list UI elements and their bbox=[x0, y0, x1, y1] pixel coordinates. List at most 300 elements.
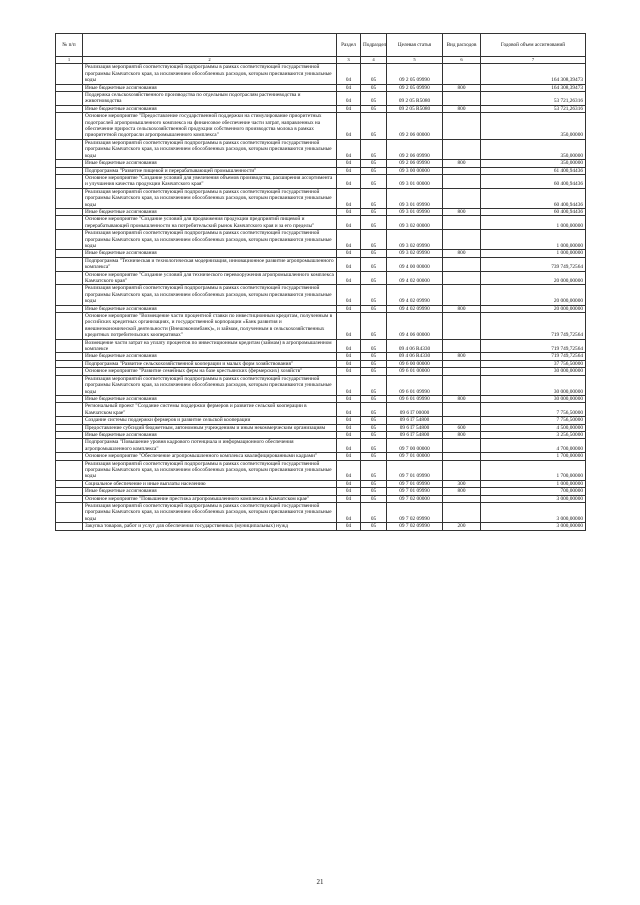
cell-subsection: 05 bbox=[361, 271, 387, 285]
cell-expense-type bbox=[443, 188, 481, 208]
cell-subsection: 05 bbox=[361, 174, 387, 188]
table-row bbox=[56, 285, 586, 305]
cell-section: 04 bbox=[337, 417, 361, 424]
table-row bbox=[56, 424, 586, 431]
cell-number bbox=[56, 453, 83, 460]
cell-expense-type: 300 bbox=[443, 480, 481, 487]
table-body bbox=[56, 64, 586, 530]
table-row bbox=[56, 439, 586, 453]
cell-name: Подпрограмма "Повышение уровня кадрового потенциала и информационного обеспечения агропромышленного комплекса" bbox=[83, 439, 337, 453]
cell-target-article: 09 2 05 09990 bbox=[387, 84, 443, 91]
table-row bbox=[56, 271, 586, 285]
cell-target-article: 09 6 I7 54800 bbox=[387, 424, 443, 431]
cell-expense-type bbox=[443, 230, 481, 250]
cell-amount: 350,00000 bbox=[481, 160, 586, 167]
cell-target-article: 09 7 00 00000 bbox=[387, 439, 443, 453]
cell-name: Реализация мероприятий соответствующей подпрограммы в рамках соответствующей государственной программы Камчатского края, за исключением обособленных расходов, которым присваиваются уникальные коды bbox=[83, 460, 337, 480]
cell-target-article: 09 3 01 00000 bbox=[387, 174, 443, 188]
cell-expense-type bbox=[443, 64, 481, 84]
cell-subsection: 05 bbox=[361, 375, 387, 395]
cell-amount: 7 756,50000 bbox=[481, 417, 586, 424]
cell-name: Иные бюджетные ассигнования bbox=[83, 488, 337, 495]
cell-section: 04 bbox=[337, 339, 361, 353]
cell-number bbox=[56, 139, 83, 159]
cell-amount: 60 400,94436 bbox=[481, 188, 586, 208]
cell-target-article: 09 4 02 09990 bbox=[387, 285, 443, 305]
table-row bbox=[56, 105, 586, 112]
cell-amount: 719 749,72564 bbox=[481, 313, 586, 340]
cell-section: 04 bbox=[337, 105, 361, 112]
cell-section: 04 bbox=[337, 460, 361, 480]
table-row bbox=[56, 523, 586, 530]
cell-section: 04 bbox=[337, 216, 361, 230]
cell-number bbox=[56, 368, 83, 375]
table-row bbox=[56, 64, 586, 84]
cell-name: Поддержка сельскохозяйственного производства по отдельным подотраслям растениеводства и животноводства bbox=[83, 92, 337, 106]
cell-expense-type: 800 bbox=[443, 208, 481, 215]
table-row bbox=[56, 92, 586, 106]
column-number: 5 bbox=[387, 57, 443, 64]
cell-number bbox=[56, 339, 83, 353]
cell-expense-type: 800 bbox=[443, 305, 481, 312]
cell-number bbox=[56, 105, 83, 112]
cell-number bbox=[56, 174, 83, 188]
cell-amount: 53 721,26316 bbox=[481, 92, 586, 106]
cell-target-article: 09 7 01 09990 bbox=[387, 480, 443, 487]
cell-section: 04 bbox=[337, 208, 361, 215]
cell-target-article: 09 7 01 09990 bbox=[387, 460, 443, 480]
table-row bbox=[56, 453, 586, 460]
table-row bbox=[56, 353, 586, 360]
table-row bbox=[56, 460, 586, 480]
cell-section: 04 bbox=[337, 64, 361, 84]
cell-amount: 53 721,26316 bbox=[481, 105, 586, 112]
cell-subsection: 05 bbox=[361, 360, 387, 367]
table-row bbox=[56, 360, 586, 367]
cell-subsection: 05 bbox=[361, 92, 387, 106]
cell-target-article: 09 4 02 00000 bbox=[387, 271, 443, 285]
page-number: 21 bbox=[316, 878, 324, 886]
cell-target-article: 09 6 00 00000 bbox=[387, 360, 443, 367]
cell-expense-type bbox=[443, 139, 481, 159]
cell-name: Региональный проект "Создание системы поддержки фермеров и развитие сельской кооперации в Камчатском крае" bbox=[83, 403, 337, 417]
cell-section: 04 bbox=[337, 84, 361, 91]
cell-subsection: 05 bbox=[361, 113, 387, 140]
table-row bbox=[56, 250, 586, 257]
cell-expense-type bbox=[443, 403, 481, 417]
cell-section: 04 bbox=[337, 250, 361, 257]
cell-target-article: 09 3 00 00000 bbox=[387, 167, 443, 174]
cell-section: 04 bbox=[337, 523, 361, 530]
cell-expense-type: 800 bbox=[443, 353, 481, 360]
cell-number bbox=[56, 417, 83, 424]
cell-name: Основное мероприятие "Возмещение части процентной ставки по инвестиционным кредитам, полученным в российских кредитных организациях, и государственной корпорации «Банк развития и внешнеэкономической деятельности (Внешэкономбанк)», и займам, полученным в сельскохозяйственных кредитных потребительских кооперативах" bbox=[83, 313, 337, 340]
cell-expense-type bbox=[443, 313, 481, 340]
cell-subsection: 05 bbox=[361, 523, 387, 530]
cell-name: Иные бюджетные ассигнования bbox=[83, 353, 337, 360]
cell-name: Иные бюджетные ассигнования bbox=[83, 305, 337, 312]
cell-subsection: 05 bbox=[361, 167, 387, 174]
cell-target-article: 09 6 I7 54800 bbox=[387, 431, 443, 438]
cell-target-article: 09 7 02 09990 bbox=[387, 523, 443, 530]
cell-name: Основное мероприятие "Создание условий для технического перевооружения агропромышленного комплекса Камчатского края" bbox=[83, 271, 337, 285]
cell-number bbox=[56, 188, 83, 208]
table-row bbox=[56, 305, 586, 312]
cell-amount: 20 000,00000 bbox=[481, 271, 586, 285]
cell-number bbox=[56, 250, 83, 257]
cell-amount: 1 000,00000 bbox=[481, 230, 586, 250]
cell-subsection: 05 bbox=[361, 160, 387, 167]
cell-name: Основное мероприятие "Обеспечение агропромышленного комплекса квалифицированными кадрами" bbox=[83, 453, 337, 460]
table-row bbox=[56, 188, 586, 208]
column-number: 6 bbox=[443, 57, 481, 64]
cell-section: 04 bbox=[337, 495, 361, 502]
cell-amount: 3 000,00000 bbox=[481, 495, 586, 502]
cell-expense-type: 800 bbox=[443, 488, 481, 495]
cell-amount: 4 500,00000 bbox=[481, 424, 586, 431]
cell-number bbox=[56, 495, 83, 502]
cell-subsection: 05 bbox=[361, 480, 387, 487]
cell-section: 04 bbox=[337, 353, 361, 360]
cell-section: 04 bbox=[337, 230, 361, 250]
column-number: 2 bbox=[83, 57, 337, 64]
cell-target-article: 09 3 02 09990 bbox=[387, 250, 443, 257]
cell-amount: 719 749,72564 bbox=[481, 339, 586, 353]
cell-name: Подпрограмма "Развитие пищевой и перерабатывающей промышленности" bbox=[83, 167, 337, 174]
cell-target-article: 09 4 06 R4330 bbox=[387, 353, 443, 360]
cell-target-article: 09 7 02 00000 bbox=[387, 495, 443, 502]
cell-amount: 7 756,50000 bbox=[481, 403, 586, 417]
table-row bbox=[56, 230, 586, 250]
cell-name: Основное мероприятие "Создание условий для увеличения объемов производства, расширения ассортимента и улучшения качества продукции Камчатского края" bbox=[83, 174, 337, 188]
cell-subsection: 05 bbox=[361, 313, 387, 340]
cell-name: Иные бюджетные ассигнования bbox=[83, 431, 337, 438]
cell-subsection: 05 bbox=[361, 395, 387, 402]
cell-number bbox=[56, 305, 83, 312]
cell-name: Создание системы поддержки фермеров и развитие сельской кооперации bbox=[83, 417, 337, 424]
cell-section: 04 bbox=[337, 271, 361, 285]
cell-section: 04 bbox=[337, 305, 361, 312]
cell-expense-type: 800 bbox=[443, 250, 481, 257]
cell-name: Основное мероприятие "Предоставление государственной поддержки на стимулирование приоритетных подотраслей агропромышленного комплекса на финансовое обеспечение части затрат, направленных на обеспечение прироста сельскохозяйственной продукции собственного производства молока в рамках приоритетной подотрасли агропромышленного комплекса" bbox=[83, 113, 337, 140]
cell-subsection: 05 bbox=[361, 460, 387, 480]
cell-number bbox=[56, 375, 83, 395]
cell-subsection: 05 bbox=[361, 64, 387, 84]
cell-number bbox=[56, 208, 83, 215]
cell-subsection: 05 bbox=[361, 139, 387, 159]
cell-subsection: 05 bbox=[361, 257, 387, 271]
table-row bbox=[56, 167, 586, 174]
cell-expense-type: 800 bbox=[443, 431, 481, 438]
cell-section: 04 bbox=[337, 257, 361, 271]
cell-target-article: 09 7 01 09990 bbox=[387, 488, 443, 495]
cell-subsection: 05 bbox=[361, 424, 387, 431]
cell-amount: 3 000,00000 bbox=[481, 503, 586, 523]
cell-number bbox=[56, 395, 83, 402]
cell-subsection: 05 bbox=[361, 339, 387, 353]
cell-section: 04 bbox=[337, 395, 361, 402]
cell-name: Реализация мероприятий соответствующей подпрограммы в рамках соответствующей государственной программы Камчатского края, за исключением обособленных расходов, которым присваиваются уникальные коды bbox=[83, 139, 337, 159]
cell-expense-type bbox=[443, 453, 481, 460]
cell-target-article: 09 6 I7 54800 bbox=[387, 417, 443, 424]
cell-subsection: 05 bbox=[361, 439, 387, 453]
cell-amount: 719 749,72564 bbox=[481, 353, 586, 360]
cell-target-article: 09 2 06 09990 bbox=[387, 160, 443, 167]
table-row bbox=[56, 208, 586, 215]
cell-subsection: 05 bbox=[361, 503, 387, 523]
cell-subsection: 05 bbox=[361, 285, 387, 305]
cell-name: Социальное обеспечение и иные выплаты населению bbox=[83, 480, 337, 487]
cell-subsection: 05 bbox=[361, 403, 387, 417]
cell-expense-type: 800 bbox=[443, 84, 481, 91]
cell-expense-type bbox=[443, 167, 481, 174]
table-row bbox=[56, 395, 586, 402]
column-number-row bbox=[56, 57, 586, 64]
cell-subsection: 05 bbox=[361, 417, 387, 424]
column-number: 3 bbox=[337, 57, 361, 64]
cell-name: Иные бюджетные ассигнования bbox=[83, 395, 337, 402]
header-expense-type: Вид расходов bbox=[443, 34, 481, 57]
cell-expense-type bbox=[443, 417, 481, 424]
cell-target-article: 09 2 06 09990 bbox=[387, 139, 443, 159]
cell-subsection: 05 bbox=[361, 250, 387, 257]
cell-expense-type bbox=[443, 339, 481, 353]
cell-amount: 350,00000 bbox=[481, 113, 586, 140]
cell-name: Основное мероприятие "Создание условий для продвижения продукции предприятий пищевой и перерабатывающей промышленности на потребительский рынок Камчатского края и за его пределы" bbox=[83, 216, 337, 230]
cell-amount: 60 400,94436 bbox=[481, 208, 586, 215]
cell-expense-type: 800 bbox=[443, 105, 481, 112]
cell-target-article: 09 6 01 09990 bbox=[387, 395, 443, 402]
cell-amount: 30 000,00000 bbox=[481, 368, 586, 375]
cell-amount: 37 756,50000 bbox=[481, 360, 586, 367]
cell-number bbox=[56, 160, 83, 167]
cell-target-article: 09 3 01 09990 bbox=[387, 188, 443, 208]
cell-expense-type: 600 bbox=[443, 424, 481, 431]
cell-number bbox=[56, 84, 83, 91]
table-row bbox=[56, 417, 586, 424]
cell-amount: 1 000,00000 bbox=[481, 216, 586, 230]
cell-section: 04 bbox=[337, 503, 361, 523]
cell-section: 04 bbox=[337, 313, 361, 340]
cell-amount: 30 000,00000 bbox=[481, 375, 586, 395]
cell-target-article: 09 4 06 R4330 bbox=[387, 339, 443, 353]
cell-subsection: 05 bbox=[361, 216, 387, 230]
cell-name: Реализация мероприятий соответствующей подпрограммы в рамках соответствующей государственной программы Камчатского края, за исключением обособленных расходов, которым присваиваются уникальные коды bbox=[83, 230, 337, 250]
cell-amount: 739 749,72564 bbox=[481, 257, 586, 271]
cell-expense-type: 800 bbox=[443, 395, 481, 402]
cell-section: 04 bbox=[337, 453, 361, 460]
cell-number bbox=[56, 271, 83, 285]
cell-section: 04 bbox=[337, 167, 361, 174]
cell-number bbox=[56, 353, 83, 360]
table-row bbox=[56, 375, 586, 395]
cell-target-article: 09 4 02 09990 bbox=[387, 305, 443, 312]
cell-target-article: 09 7 01 00000 bbox=[387, 453, 443, 460]
cell-expense-type bbox=[443, 375, 481, 395]
cell-number bbox=[56, 439, 83, 453]
cell-section: 04 bbox=[337, 431, 361, 438]
cell-name: Возмещение части затрат на уплату процентов по инвестиционным кредитам (займам) в агропромышленном комплексе bbox=[83, 339, 337, 353]
cell-section: 04 bbox=[337, 139, 361, 159]
cell-target-article: 09 4 06 00000 bbox=[387, 313, 443, 340]
column-number: 7 bbox=[481, 57, 586, 64]
cell-name: Подпрограмма "Техническая и технологическая модернизация, инновационное развитие агропромышленного комплекса" bbox=[83, 257, 337, 271]
cell-subsection: 05 bbox=[361, 431, 387, 438]
cell-name: Реализация мероприятий соответствующей подпрограммы в рамках соответствующей государственной программы Камчатского края, за исключением обособленных расходов, которым присваиваются уникальные коды bbox=[83, 64, 337, 84]
header-subsection: Подраздел bbox=[361, 34, 387, 57]
cell-subsection: 05 bbox=[361, 495, 387, 502]
cell-target-article: 09 2 05 09990 bbox=[387, 64, 443, 84]
cell-section: 04 bbox=[337, 92, 361, 106]
cell-number bbox=[56, 523, 83, 530]
cell-number bbox=[56, 488, 83, 495]
cell-section: 04 bbox=[337, 160, 361, 167]
cell-subsection: 05 bbox=[361, 84, 387, 91]
cell-name: Основное мероприятие "Повышение престижа агропромышленного комплекса в Камчатском крае" bbox=[83, 495, 337, 502]
cell-section: 04 bbox=[337, 285, 361, 305]
cell-name: Иные бюджетные ассигнования bbox=[83, 208, 337, 215]
cell-section: 04 bbox=[337, 368, 361, 375]
table-row bbox=[56, 113, 586, 140]
cell-target-article: 09 2 06 00000 bbox=[387, 113, 443, 140]
cell-number bbox=[56, 64, 83, 84]
cell-target-article: 09 2 05 R5080 bbox=[387, 92, 443, 106]
cell-expense-type bbox=[443, 360, 481, 367]
cell-amount: 60 400,94436 bbox=[481, 174, 586, 188]
cell-section: 04 bbox=[337, 174, 361, 188]
cell-amount: 20 000,00000 bbox=[481, 305, 586, 312]
cell-expense-type bbox=[443, 285, 481, 305]
cell-amount: 1 700,00000 bbox=[481, 460, 586, 480]
table-row bbox=[56, 368, 586, 375]
cell-subsection: 05 bbox=[361, 305, 387, 312]
cell-name: Подпрограмма "Развитие сельскохозяйственной кооперации и малых форм хозяйствования" bbox=[83, 360, 337, 367]
cell-number bbox=[56, 257, 83, 271]
cell-name: Иные бюджетные ассигнования bbox=[83, 160, 337, 167]
cell-name: Предоставление субсидий бюджетным, автономным учреждениям и иным некоммерческим организациям bbox=[83, 424, 337, 431]
cell-section: 04 bbox=[337, 488, 361, 495]
cell-amount: 1 000,00000 bbox=[481, 480, 586, 487]
table-row bbox=[56, 174, 586, 188]
table-row bbox=[56, 216, 586, 230]
cell-subsection: 05 bbox=[361, 453, 387, 460]
table-row bbox=[56, 431, 586, 438]
cell-number bbox=[56, 403, 83, 417]
cell-number bbox=[56, 216, 83, 230]
cell-name: Иные бюджетные ассигнования bbox=[83, 250, 337, 257]
cell-amount: 61 400,94436 bbox=[481, 167, 586, 174]
cell-subsection: 05 bbox=[361, 368, 387, 375]
cell-name: Иные бюджетные ассигнования bbox=[83, 84, 337, 91]
table-header-row bbox=[56, 34, 586, 57]
table-row bbox=[56, 503, 586, 523]
cell-name: Закупка товаров, работ и услуг для обеспечения государственных (муниципальных) нужд bbox=[83, 523, 337, 530]
cell-subsection: 05 bbox=[361, 208, 387, 215]
cell-subsection: 05 bbox=[361, 105, 387, 112]
header-target-article: Целевая статья bbox=[387, 34, 443, 57]
cell-name: Реализация мероприятий соответствующей подпрограммы в рамках соответствующей государственной программы Камчатского края, за исключением обособленных расходов, которым присваиваются уникальные коды bbox=[83, 375, 337, 395]
header-section: Раздел bbox=[337, 34, 361, 57]
cell-number bbox=[56, 431, 83, 438]
table-row bbox=[56, 495, 586, 502]
cell-target-article: 09 6 01 09990 bbox=[387, 375, 443, 395]
cell-expense-type bbox=[443, 216, 481, 230]
cell-expense-type bbox=[443, 368, 481, 375]
cell-amount: 350,00000 bbox=[481, 139, 586, 159]
cell-section: 04 bbox=[337, 188, 361, 208]
header-number: № п/п bbox=[56, 34, 83, 57]
cell-amount: 3 000,00000 bbox=[481, 523, 586, 530]
cell-amount: 164 308,39473 bbox=[481, 64, 586, 84]
cell-number bbox=[56, 230, 83, 250]
cell-number bbox=[56, 424, 83, 431]
cell-subsection: 05 bbox=[361, 188, 387, 208]
cell-name: Основное мероприятие "Развитие семейных ферм на базе крестьянских (фермерских) хозяйств" bbox=[83, 368, 337, 375]
cell-amount: 1 700,00000 bbox=[481, 453, 586, 460]
cell-amount: 20 000,00000 bbox=[481, 285, 586, 305]
cell-name: Реализация мероприятий соответствующей подпрограммы в рамках соответствующей государственной программы Камчатского края, за исключением обособленных расходов, которым присваиваются уникальные коды bbox=[83, 503, 337, 523]
cell-amount: 1 000,00000 bbox=[481, 250, 586, 257]
table-row bbox=[56, 257, 586, 271]
cell-expense-type bbox=[443, 503, 481, 523]
cell-subsection: 05 bbox=[361, 353, 387, 360]
cell-expense-type bbox=[443, 460, 481, 480]
cell-expense-type bbox=[443, 439, 481, 453]
cell-target-article: 09 2 05 R5080 bbox=[387, 105, 443, 112]
cell-expense-type bbox=[443, 495, 481, 502]
cell-number bbox=[56, 460, 83, 480]
cell-amount: 30 000,00000 bbox=[481, 395, 586, 402]
cell-expense-type bbox=[443, 257, 481, 271]
cell-amount: 164 308,39473 bbox=[481, 84, 586, 91]
cell-section: 04 bbox=[337, 480, 361, 487]
column-number: 4 bbox=[361, 57, 387, 64]
cell-expense-type bbox=[443, 271, 481, 285]
cell-amount: 3 256,50000 bbox=[481, 431, 586, 438]
cell-expense-type: 800 bbox=[443, 160, 481, 167]
cell-number bbox=[56, 480, 83, 487]
table-row bbox=[56, 84, 586, 91]
cell-target-article: 09 3 02 00000 bbox=[387, 216, 443, 230]
table-row bbox=[56, 139, 586, 159]
cell-expense-type bbox=[443, 174, 481, 188]
cell-amount: 4 700,00000 bbox=[481, 439, 586, 453]
cell-target-article: 09 3 01 09990 bbox=[387, 208, 443, 215]
cell-expense-type bbox=[443, 113, 481, 140]
table-row bbox=[56, 339, 586, 353]
cell-section: 04 bbox=[337, 424, 361, 431]
cell-number bbox=[56, 113, 83, 140]
budget-table bbox=[55, 33, 586, 531]
cell-subsection: 05 bbox=[361, 230, 387, 250]
cell-number bbox=[56, 167, 83, 174]
cell-expense-type bbox=[443, 92, 481, 106]
cell-name: Иные бюджетные ассигнования bbox=[83, 105, 337, 112]
cell-subsection: 05 bbox=[361, 488, 387, 495]
cell-amount: 700,00000 bbox=[481, 488, 586, 495]
cell-name: Реализация мероприятий соответствующей подпрограммы в рамках соответствующей государственной программы Камчатского края, за исключением обособленных расходов, которым присваиваются уникальные коды bbox=[83, 285, 337, 305]
cell-section: 04 bbox=[337, 375, 361, 395]
table-row bbox=[56, 403, 586, 417]
table-row bbox=[56, 488, 586, 495]
cell-number bbox=[56, 360, 83, 367]
table-row bbox=[56, 313, 586, 340]
header-name bbox=[83, 34, 337, 57]
cell-number bbox=[56, 285, 83, 305]
cell-expense-type: 200 bbox=[443, 523, 481, 530]
cell-target-article: 09 6 I7 00000 bbox=[387, 403, 443, 417]
cell-section: 04 bbox=[337, 113, 361, 140]
